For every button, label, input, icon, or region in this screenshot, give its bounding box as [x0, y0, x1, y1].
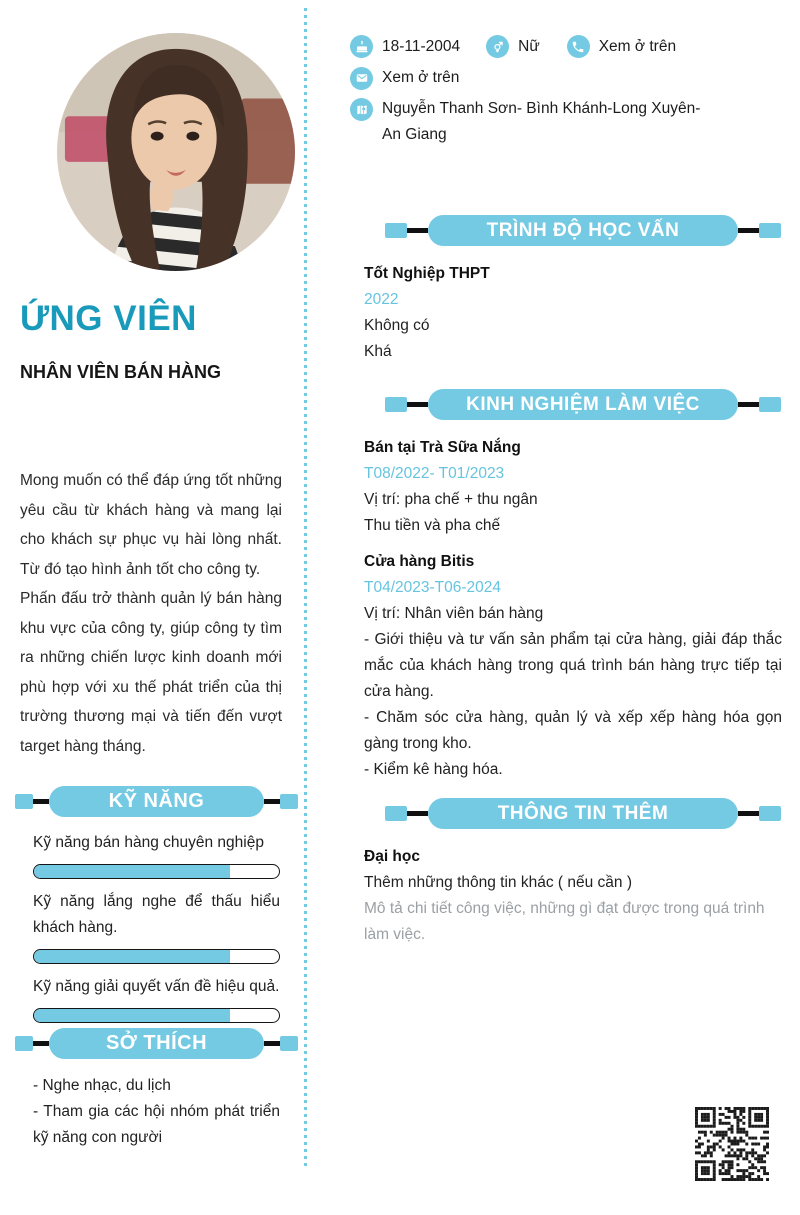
contact-row-1 — [350, 35, 782, 58]
header-bar-left — [33, 799, 49, 804]
interest-item: - Tham gia các hội nhóm phát triển kỹ năng con người — [33, 1103, 280, 1146]
skill-progress-fill — [34, 865, 230, 878]
header-cap-right — [759, 223, 781, 238]
section-skills — [0, 786, 305, 1023]
cake-icon — [350, 35, 373, 58]
extra-title: Đại học — [364, 848, 420, 865]
header-bar-left — [407, 811, 428, 816]
header-bar-right — [264, 799, 280, 804]
header-cap-left — [385, 397, 407, 412]
extra-placeholder: Mô tả chi tiết công việc, những gì đạt được trong quá trình làm việc. — [364, 900, 765, 943]
job-period: T08/2022- T01/2023 — [364, 465, 505, 482]
job-detail: - Chăm sóc cửa hàng, quản lý và xếp xếp hàng hóa gọn gàng trong kho. — [364, 709, 782, 752]
header-bar-left — [33, 1041, 49, 1046]
interest-item: - Nghe nhạc, du lịch — [33, 1077, 171, 1094]
gender-value: Nữ — [518, 37, 540, 55]
interests-heading: SỞ THÍCH — [49, 1028, 264, 1059]
skill-progress-track — [33, 949, 280, 964]
header-cap-right — [280, 1036, 298, 1051]
skill-item — [33, 889, 280, 964]
job-detail: - Kiểm kê hàng hóa. — [364, 761, 503, 778]
skill-progress-fill — [34, 1009, 230, 1022]
profile-photo — [57, 33, 295, 271]
header-bar-right — [738, 811, 759, 816]
extra-line: Thêm những thông tin khác ( nếu cần ) — [364, 874, 633, 891]
phone-value: Xem ở trên — [598, 37, 677, 55]
education-heading: TRÌNH ĐỘ HỌC VẤN — [428, 215, 738, 246]
skill-progress-track — [33, 1008, 280, 1023]
skill-item — [33, 974, 280, 1023]
skill-progress-track — [33, 864, 280, 879]
header-bar-right — [264, 1041, 280, 1046]
education-header — [385, 215, 782, 246]
skill-label: Kỹ năng bán hàng chuyên nghiệp — [33, 834, 264, 851]
contact-info — [350, 35, 782, 148]
header-cap-right — [759, 806, 781, 821]
contact-row-3 — [350, 98, 782, 148]
job-position: Vị trí: pha chế + thu ngân — [364, 491, 538, 508]
header-cap-left — [385, 806, 407, 821]
job-position: Vị trí: Nhân viên bán hàng — [364, 605, 544, 622]
objective-paragraph-2: Phấn đấu trở thành quản lý bán hàng khu vực của công ty, giúp công ty tìm ra những chiến lược kinh doanh mới phù hợp với xu thế phát triển của thị trường thương mại và tiến đến vượt target hàng tháng. — [20, 590, 282, 755]
candidate-name: ỨNG VIÊN — [20, 299, 197, 338]
header-cap-right — [280, 794, 298, 809]
address-line-2: An Giang — [382, 126, 447, 143]
skill-label: Kỹ năng lắng nghe để thấu hiểu khách hàng. — [33, 893, 280, 936]
birthday-value: 18-11-2004 — [382, 37, 461, 55]
envelope-icon — [350, 67, 373, 90]
job-detail: Thu tiền và pha chế — [364, 517, 501, 534]
education-grade: Khá — [364, 343, 392, 360]
section-extra-info — [350, 798, 782, 948]
email-value: Xem ở trên — [382, 69, 460, 86]
address-line-1: Nguyễn Thanh Sơn- Bình Khánh-Long Xuyên- — [382, 100, 701, 117]
section-experience — [350, 389, 782, 793]
phone-handset-icon — [567, 35, 590, 58]
extra-info-header — [385, 798, 782, 829]
skill-label: Kỹ năng giải quyết vấn đề hiệu quả. — [33, 978, 280, 995]
header-cap-left — [385, 223, 407, 238]
qr-code — [695, 1107, 769, 1181]
career-objective — [20, 466, 282, 761]
job-company: Bán tại Trà Sữa Nắng — [364, 439, 521, 456]
header-cap-right — [759, 397, 781, 412]
job-company: Cửa hàng Bitis — [364, 553, 475, 570]
experience-heading: KINH NGHIỆM LÀM VIỆC — [428, 389, 738, 420]
job-period: T04/2023-T06-2024 — [364, 579, 502, 596]
header-bar-right — [738, 402, 759, 407]
header-bar-left — [407, 402, 428, 407]
candidate-title: NHÂN VIÊN BÁN HÀNG — [20, 362, 222, 382]
contact-row-2 — [350, 67, 782, 90]
extra-info-heading: THÔNG TIN THÊM — [428, 798, 738, 829]
address-value — [382, 96, 700, 148]
map-pin-icon — [350, 98, 373, 121]
section-interests — [0, 1028, 305, 1151]
education-degree: Tốt Nghiệp THPT — [364, 265, 490, 282]
skills-header — [15, 786, 305, 817]
interests-header — [15, 1028, 305, 1059]
education-major: Không có — [364, 317, 430, 334]
job-detail: - Giới thiệu và tư vấn sản phẩm tại cửa hàng, giải đáp thắc mắc của khách hàng trong quá trình bán hàng trực tiếp tại cửa hàng. — [364, 631, 782, 700]
skill-progress-fill — [34, 950, 230, 963]
gender-symbol-icon — [486, 35, 509, 58]
education-year: 2022 — [364, 291, 399, 308]
header-bar-left — [407, 228, 428, 233]
experience-header — [385, 389, 782, 420]
objective-paragraph-1: Mong muốn có thể đáp ứng tốt những yêu cầu từ khách hàng và mang lại cho khách sự phục vụ hài lòng nhất. Từ đó tạo hình ảnh tốt cho công ty. — [20, 472, 282, 578]
portrait-illustration — [57, 33, 295, 271]
header-bar-right — [738, 228, 759, 233]
job-entry — [364, 435, 782, 539]
header-cap-left — [15, 794, 33, 809]
skills-heading: KỸ NĂNG — [49, 786, 264, 817]
job-entry — [364, 549, 782, 783]
section-education — [350, 215, 782, 365]
skill-item — [33, 830, 280, 879]
header-cap-left — [15, 1036, 33, 1051]
